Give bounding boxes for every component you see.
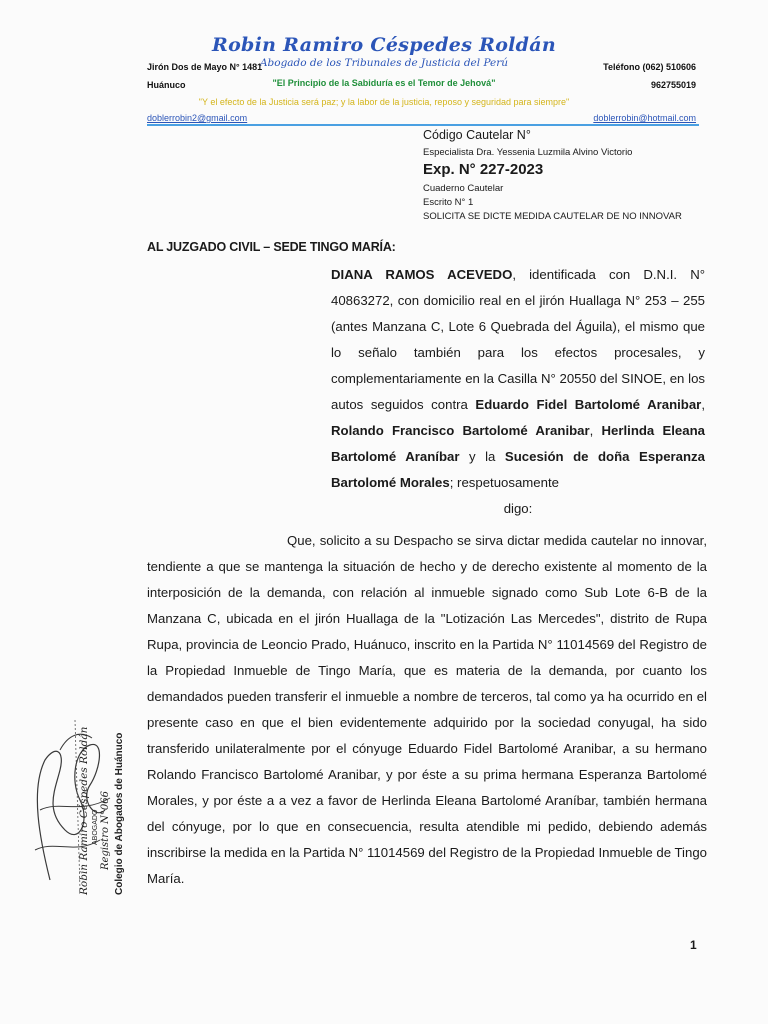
sumilla-expediente: Exp. N° 227-2023 [423,161,544,178]
letterhead-email-right[interactable]: doblerrobin@hotmail.com [593,113,696,123]
intro-sep-1: , [701,397,705,412]
defendant-4: Sucesión de doña Esperanza Bartolomé Morales [331,449,705,490]
letterhead-address: Jirón Dos de Mayo N° 1481 [147,62,263,72]
letterhead-email-left[interactable]: doblerrobin2@gmail.com [147,113,248,123]
letterhead-motto: "El Principio de la Sabiduría es el Temor de Jehová" [272,78,496,88]
letterhead-city: Huánuco [147,80,186,90]
letterhead-motto-2: "Y el efecto de la Justicia será paz; y la labor de la justicia, reposo y seguridad para siempre" [198,97,570,107]
sumilla-cuaderno: Cuaderno Cautelar [423,183,504,194]
main-paragraph [147,528,707,892]
lawyer-stamp [78,695,138,895]
intro-paragraph [331,262,705,496]
page-number: 1 [690,938,697,952]
letterhead-mobile: 962755019 [650,80,696,90]
sumilla-asunto: SOLICITA SE DICTE MEDIDA CAUTELAR DE NO INNOVAR [423,211,682,222]
addressee: AL JUZGADO CIVIL – SEDE TINGO MARÍA: [147,240,396,254]
defendant-1: Eduardo Fidel Bartolomé Aranibar [475,397,702,412]
stamp-college: Colegio de Abogados de Huánuco [114,732,125,895]
defendant-2: Rolando Francisco Bartolomé Aranibar [331,423,590,438]
letterhead-phone: Teléfono (062) 510606 [603,62,696,72]
stamp-name: Robin Ramiro Céspedes Roldán [78,726,90,895]
letterhead-name: Robin Ramiro Céspedes Roldán [211,34,556,56]
intro-sep-2: , [589,423,602,438]
stamp-role: ABOGADO [92,809,99,845]
sumilla-codigo: Código Cautelar N° [423,128,531,142]
intro-sep-3: y la [459,449,505,464]
intro-text-2: ; respetuosamente [449,475,559,490]
defendant-3: Herlinda Eleana Bartolomé Araníbar [331,423,705,464]
intro-text-1: , identificada con D.N.I. N° 40863272, con domicilio real en el jirón Huallaga N° 253 – 255 (antes Manzana C, Lote 6 Quebrada del Águila), el mismo que lo señalo también para los efectos procesales, y complementariamente en la Casilla N° 20550 del SINOE, en los autos seguidos contra [331,267,705,412]
plaintiff-name: DIANA RAMOS ACEVEDO [331,267,513,282]
stamp-registry: Registro N°066 [100,790,111,870]
intro-closing: digo: [503,501,533,516]
sumilla-escrito: Escrito N° 1 [423,197,474,208]
sumilla-especialista: Especialista Dra. Yessenia Luzmila Alvino Victorio [423,147,633,158]
intro-block [331,262,705,522]
main-paragraph-text: Que, solicito a su Despacho se sirva dictar medida cautelar no innovar, tendiente a que se mantenga la situación de hecho y de derecho existente al momento de la interposición de la demanda, con relación al inmueble signado como Sub Lote 6-B de la Manzana C, ubicada en el jirón Huallaga de la "Lotización Las Mercedes", distrito de Rupa Rupa, provincia de Leoncio Prado, Huánuco, inscrito en la Partida N° 11014569 del Registro de la Propiedad Inmueble de Tingo María, que es materia de la demanda, por cuanto los demandados pueden transferir el inmueble a nombre de terceros, tal como ya ha ocurrido en el presente caso en que el bien evidentemente adquirido por la sociedad conyugal, ha sido transferido unilateralmente por el cónyuge Eduardo Fidel Bartolomé Aranibar, a su hermano Rolando Francisco Bartolomé Aranibar, y por éste a su prima hermana Esperanza Bartolomé Morales, y por éste a a vez a favor de Herlinda Eleana Bartolomé Araníbar, también hermana del cónyuge, por lo que en consecuencia, resulta atendible mi pedido, debiendo además inscribirse la medida en la Partida N° 11014569 del Registro de la Propiedad Inmueble de Tingo María. [147,533,707,886]
letterhead-divider [147,124,699,126]
letterhead-title: Abogado de los Tribunales de Justicia del Perú [259,57,509,69]
